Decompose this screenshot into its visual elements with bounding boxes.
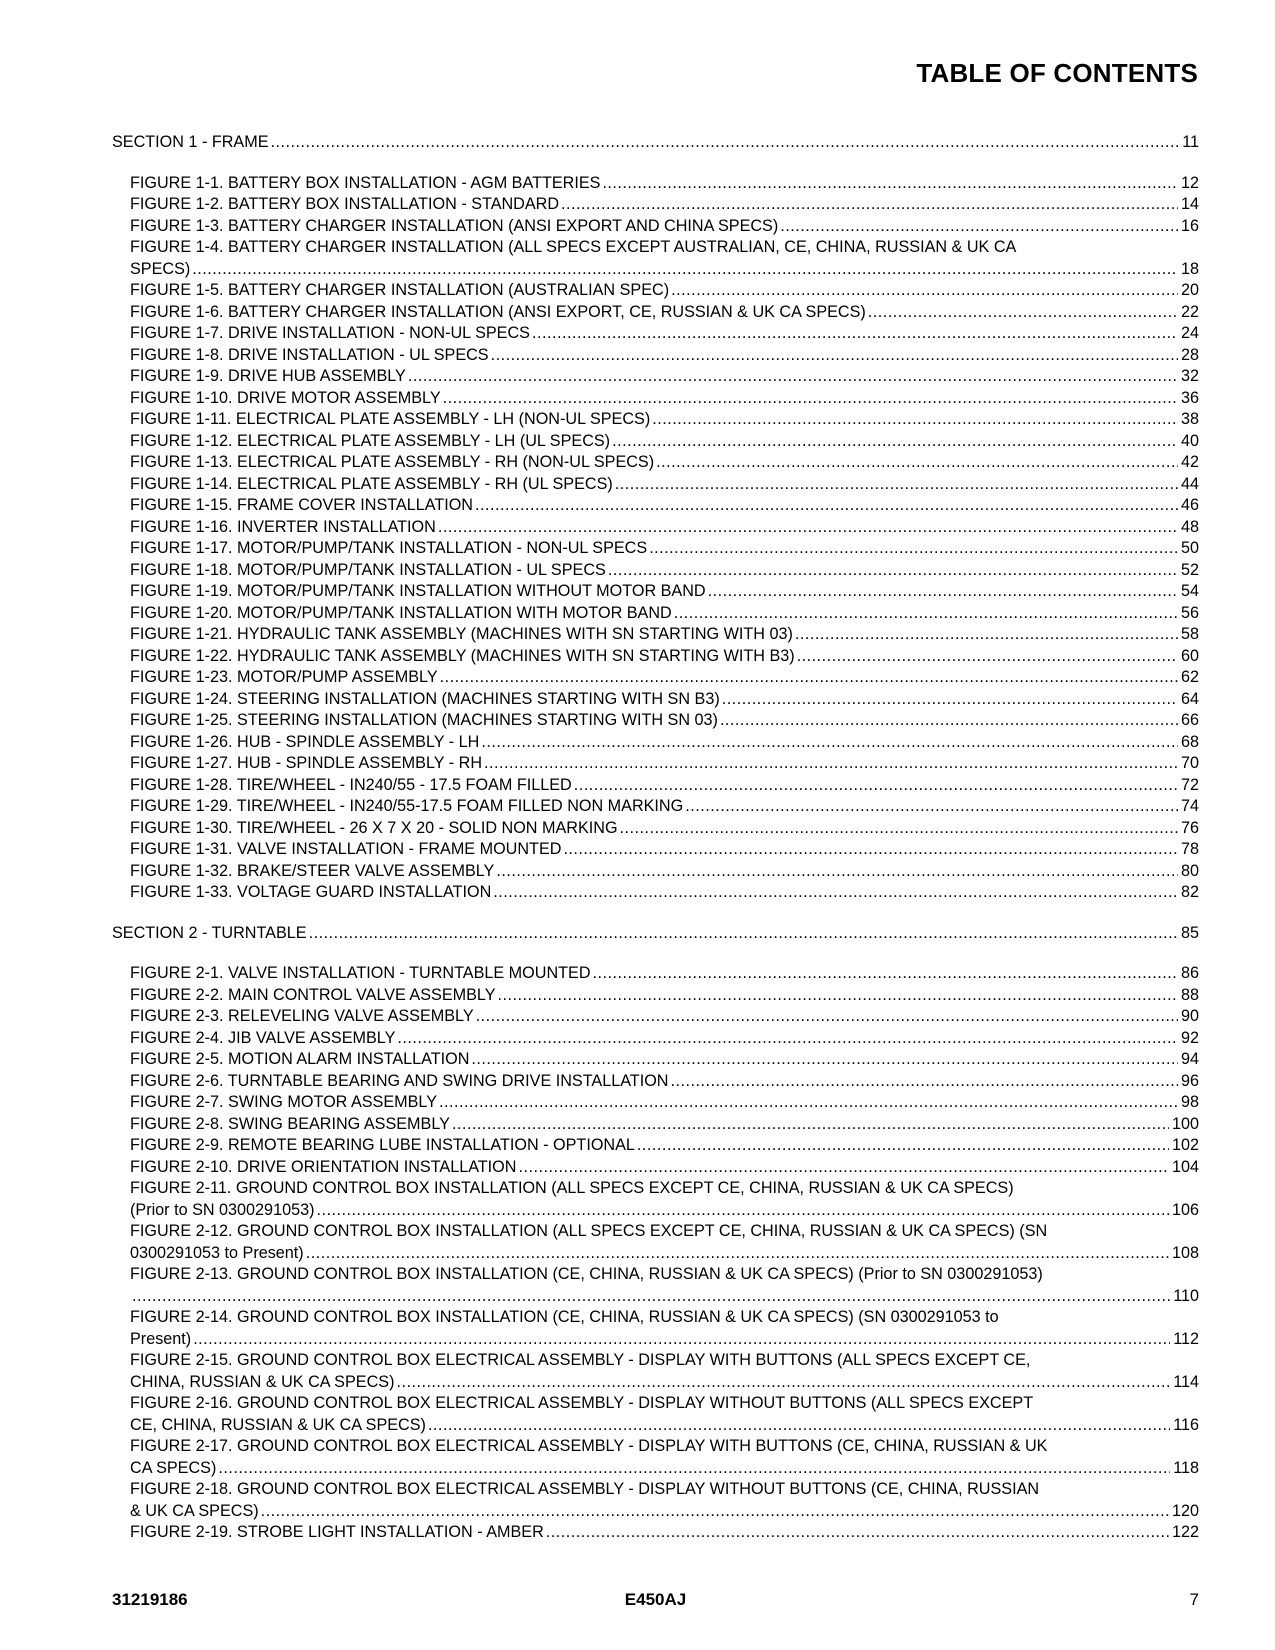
figure-title-line: FIGURE 1-3. BATTERY CHARGER INSTALLATION (ANSI EXPORT AND CHINA SPECS) bbox=[130, 216, 779, 235]
dot-leader bbox=[491, 345, 1178, 367]
figure-title-line: FIGURE 2-1. VALVE INSTALLATION - TURNTABLE MOUNTED bbox=[130, 964, 591, 982]
dot-leader bbox=[261, 1501, 1169, 1523]
dot-leader bbox=[438, 517, 1178, 539]
figure-page-number: 56 bbox=[1180, 603, 1199, 622]
toc-figure-entry[interactable] bbox=[130, 1221, 1199, 1264]
figure-page-number: 104 bbox=[1171, 1157, 1199, 1176]
toc-figure-entry[interactable] bbox=[130, 345, 1199, 367]
figure-page-number: 66 bbox=[1180, 711, 1199, 729]
dot-leader bbox=[218, 1458, 1170, 1480]
figure-page-number: 42 bbox=[1180, 453, 1199, 471]
toc-figure-entry[interactable] bbox=[130, 1522, 1199, 1544]
figure-page-number: 62 bbox=[1180, 668, 1199, 686]
toc-figure-entry[interactable] bbox=[130, 388, 1199, 410]
figure-title-line: FIGURE 2-5. MOTION ALARM INSTALLATION bbox=[130, 1050, 470, 1068]
dot-leader bbox=[271, 132, 1180, 154]
toc-figure-entry[interactable] bbox=[130, 431, 1199, 453]
toc-figure-entry[interactable] bbox=[130, 732, 1199, 754]
page-title: TABLE OF CONTENTS bbox=[916, 58, 1198, 88]
figure-page-number: 102 bbox=[1171, 1136, 1199, 1154]
figure-title-line: 0300291053 to Present) bbox=[130, 1243, 304, 1262]
figure-title-line: FIGURE 1-8. DRIVE INSTALLATION - UL SPECS bbox=[130, 345, 489, 364]
figure-title-line: FIGURE 2-4. JIB VALVE ASSEMBLY bbox=[130, 1028, 396, 1047]
toc-figure-entry[interactable] bbox=[130, 603, 1199, 625]
figure-list bbox=[112, 173, 1199, 904]
figure-page-number: 112 bbox=[1173, 1329, 1199, 1348]
dot-leader bbox=[722, 689, 1178, 711]
dot-leader bbox=[475, 495, 1178, 517]
figure-page-number: 40 bbox=[1180, 431, 1199, 450]
toc-figure-entry[interactable] bbox=[130, 818, 1199, 840]
figure-title-line: FIGURE 1-30. TIRE/WHEEL - 26 X 7 X 20 - SOLID NON MARKING bbox=[130, 818, 618, 837]
toc-figure-entry[interactable] bbox=[130, 1393, 1199, 1436]
dot-leader bbox=[795, 624, 1178, 646]
footer-model: E450AJ bbox=[624, 1590, 687, 1609]
toc-figure-entry[interactable] bbox=[130, 775, 1199, 797]
figure-page-number: 58 bbox=[1180, 625, 1199, 643]
dot-leader bbox=[452, 1114, 1169, 1136]
footer-page-number: 7 bbox=[1189, 1590, 1199, 1609]
figure-title-line: FIGURE 1-29. TIRE/WHEEL - IN240/55-17.5 FOAM FILLED NON MARKING bbox=[130, 797, 684, 815]
toc-figure-entry[interactable] bbox=[130, 1049, 1199, 1071]
figure-title-line: CE, CHINA, RUSSIAN & UK CA SPECS) bbox=[130, 1415, 426, 1434]
figure-title-line: FIGURE 1-6. BATTERY CHARGER INSTALLATION (ANSI EXPORT, CE, RUSSIAN & UK CA SPECS) bbox=[130, 302, 866, 321]
dot-leader bbox=[685, 796, 1178, 818]
dot-leader bbox=[443, 388, 1178, 410]
dot-leader bbox=[868, 302, 1178, 324]
figure-title-line: FIGURE 1-23. MOTOR/PUMP ASSEMBLY bbox=[130, 668, 438, 686]
toc-figure-entry[interactable] bbox=[130, 560, 1199, 582]
toc-figure-entry[interactable] bbox=[130, 452, 1199, 474]
toc-figure-entry[interactable] bbox=[130, 1350, 1199, 1393]
toc-figure-entry[interactable] bbox=[130, 474, 1199, 496]
figure-page-number: 108 bbox=[1171, 1243, 1199, 1262]
figure-title-line: FIGURE 1-31. VALVE INSTALLATION - FRAME MOUNTED bbox=[130, 840, 562, 858]
figure-page-number: 110 bbox=[1173, 1286, 1199, 1305]
dot-leader bbox=[396, 1372, 1170, 1394]
figure-title-line: FIGURE 2-7. SWING MOTOR ASSEMBLY bbox=[130, 1093, 438, 1111]
toc-section[interactable] bbox=[112, 132, 1199, 154]
dot-leader bbox=[671, 280, 1178, 302]
figure-title-line: FIGURE 1-22. HYDRAULIC TANK ASSEMBLY (MACHINES WITH SN STARTING WITH B3) bbox=[130, 646, 795, 665]
dot-leader bbox=[439, 1092, 1178, 1114]
figure-page-number: 72 bbox=[1180, 775, 1199, 794]
figure-page-number: 78 bbox=[1180, 840, 1199, 858]
footer-doc-number: 31219186 bbox=[112, 1590, 188, 1609]
dot-leader bbox=[428, 1415, 1170, 1437]
figure-title-line: FIGURE 1-9. DRIVE HUB ASSEMBLY bbox=[130, 367, 406, 385]
figure-page-number: 46 bbox=[1180, 496, 1199, 514]
figure-page-number: 18 bbox=[1180, 259, 1199, 278]
figure-title-line: FIGURE 1-15. FRAME COVER INSTALLATION bbox=[130, 496, 473, 514]
figure-title-line: FIGURE 2-3. RELEVELING VALVE ASSEMBLY bbox=[130, 1007, 474, 1025]
figure-title-line: FIGURE 2-6. TURNTABLE BEARING AND SWING DRIVE INSTALLATION bbox=[130, 1071, 669, 1090]
figure-title-line: FIGURE 1-4. BATTERY CHARGER INSTALLATION (ALL SPECS EXCEPT AUSTRALIAN, CE, CHINA, RUSSIAN & UK CA bbox=[130, 238, 1017, 256]
dot-leader bbox=[484, 753, 1178, 775]
figure-page-number: 44 bbox=[1180, 474, 1199, 493]
figure-page-number: 116 bbox=[1173, 1415, 1199, 1434]
figure-title-line: FIGURE 2-12. GROUND CONTROL BOX INSTALLATION (ALL SPECS EXCEPT CE, CHINA, RUSSIAN & UK CA SPECS) (SN bbox=[130, 1222, 1048, 1240]
toc-figure-entry[interactable] bbox=[130, 517, 1199, 539]
toc-figure-entry[interactable] bbox=[130, 194, 1199, 216]
figure-page-number: 22 bbox=[1180, 302, 1199, 321]
figure-page-number: 20 bbox=[1180, 281, 1199, 299]
dot-leader bbox=[649, 538, 1178, 560]
figure-title-line: FIGURE 1-13. ELECTRICAL PLATE ASSEMBLY - RH (NON-UL SPECS) bbox=[130, 453, 655, 471]
figure-title-line: FIGURE 1-20. MOTOR/PUMP/TANK INSTALLATION WITH MOTOR BAND bbox=[130, 603, 672, 622]
toc-figure-entry[interactable] bbox=[130, 366, 1199, 388]
figure-page-number: 122 bbox=[1171, 1523, 1199, 1541]
figure-page-number: 76 bbox=[1180, 818, 1199, 837]
dot-leader bbox=[496, 861, 1178, 883]
dot-leader bbox=[708, 581, 1178, 603]
figure-title-line: FIGURE 1-18. MOTOR/PUMP/TANK INSTALLATION - UL SPECS bbox=[130, 560, 606, 579]
toc-figure-entry[interactable] bbox=[130, 963, 1199, 985]
dot-leader bbox=[620, 818, 1178, 840]
figure-title-line: FIGURE 1-5. BATTERY CHARGER INSTALLATION (AUSTRALIAN SPEC) bbox=[130, 281, 670, 299]
figure-list bbox=[112, 963, 1199, 1544]
toc-figure-entry[interactable] bbox=[130, 1114, 1199, 1136]
figure-title-line: FIGURE 1-17. MOTOR/PUMP/TANK INSTALLATION - NON-UL SPECS bbox=[130, 539, 648, 557]
dot-leader bbox=[593, 963, 1178, 985]
dot-leader bbox=[637, 1135, 1169, 1157]
figure-title-line: FIGURE 1-19. MOTOR/PUMP/TANK INSTALLATION WITHOUT MOTOR BAND bbox=[130, 582, 706, 600]
dot-leader bbox=[309, 923, 1178, 945]
figure-page-number: 32 bbox=[1180, 367, 1199, 385]
figure-title-line: FIGURE 2-14. GROUND CONTROL BOX INSTALLATION (CE, CHINA, RUSSIAN & UK CA SPECS) (SN 0300291053 to bbox=[130, 1308, 999, 1326]
dot-leader bbox=[652, 409, 1178, 431]
toc-figure-entry[interactable] bbox=[130, 538, 1199, 560]
figure-page-number: 106 bbox=[1171, 1200, 1199, 1219]
figure-page-number: 82 bbox=[1180, 883, 1199, 901]
dot-leader bbox=[546, 1522, 1169, 1544]
toc-figure-entry[interactable] bbox=[130, 1178, 1199, 1221]
figure-title-line: FIGURE 1-16. INVERTER INSTALLATION bbox=[130, 517, 436, 536]
figure-title-line: FIGURE 1-10. DRIVE MOTOR ASSEMBLY bbox=[130, 388, 441, 407]
figure-title-line: FIGURE 1-26. HUB - SPINDLE ASSEMBLY - LH bbox=[130, 732, 480, 751]
toc-figure-entry[interactable] bbox=[130, 667, 1199, 689]
toc-figure-entry[interactable] bbox=[130, 1028, 1199, 1050]
section-page-number: 85 bbox=[1180, 923, 1199, 942]
figure-title-line: FIGURE 1-28. TIRE/WHEEL - IN240/55 - 17.5 FOAM FILLED bbox=[130, 775, 572, 794]
figure-page-number: 70 bbox=[1180, 754, 1199, 772]
figure-title-line: FIGURE 1-7. DRIVE INSTALLATION - NON-UL SPECS bbox=[130, 324, 530, 342]
dot-leader bbox=[608, 560, 1178, 582]
toc-figure-entry[interactable] bbox=[130, 710, 1199, 732]
toc-figure-entry[interactable] bbox=[130, 1479, 1199, 1522]
toc-figure-entry[interactable] bbox=[130, 882, 1199, 904]
figure-page-number: 118 bbox=[1173, 1458, 1199, 1477]
toc-figure-entry[interactable] bbox=[130, 985, 1199, 1007]
figure-title-line: & UK CA SPECS) bbox=[130, 1501, 259, 1520]
dot-leader bbox=[518, 1157, 1169, 1179]
toc-figure-entry[interactable] bbox=[130, 216, 1199, 238]
toc-figure-entry[interactable] bbox=[130, 839, 1199, 861]
toc-figure-entry[interactable] bbox=[130, 1307, 1199, 1350]
figure-title-line: FIGURE 2-19. STROBE LIGHT INSTALLATION - AMBER bbox=[130, 1523, 544, 1541]
figure-title-line: FIGURE 2-18. GROUND CONTROL BOX ELECTRICAL ASSEMBLY - DISPLAY WITHOUT BUTTONS (CE, CHINA, RUSSIAN bbox=[130, 1480, 1040, 1498]
figure-page-number: 48 bbox=[1180, 517, 1199, 536]
dot-leader bbox=[476, 1006, 1178, 1028]
figure-title-line: FIGURE 1-32. BRAKE/STEER VALVE ASSEMBLY bbox=[130, 861, 495, 880]
dot-leader bbox=[780, 216, 1178, 238]
dot-leader bbox=[132, 1286, 1170, 1308]
figure-title-line: FIGURE 2-2. MAIN CONTROL VALVE ASSEMBLY bbox=[130, 985, 496, 1004]
figure-title-line: (Prior to SN 0300291053) bbox=[130, 1200, 315, 1219]
toc-figure-entry[interactable] bbox=[130, 1135, 1199, 1157]
figure-page-number: 12 bbox=[1180, 173, 1199, 192]
figure-page-number: 100 bbox=[1171, 1114, 1199, 1133]
figure-page-number: 98 bbox=[1180, 1093, 1199, 1111]
toc-figure-entry[interactable] bbox=[130, 861, 1199, 883]
figure-page-number: 54 bbox=[1180, 582, 1199, 600]
toc-figure-entry[interactable] bbox=[130, 1071, 1199, 1093]
figure-title-line: FIGURE 1-12. ELECTRICAL PLATE ASSEMBLY - LH (UL SPECS) bbox=[130, 431, 611, 450]
dot-leader bbox=[440, 667, 1178, 689]
figure-page-number: 96 bbox=[1180, 1071, 1199, 1090]
figure-title-line: FIGURE 1-1. BATTERY BOX INSTALLATION - AGM BATTERIES bbox=[130, 173, 601, 192]
dot-leader bbox=[471, 1049, 1178, 1071]
figure-title-line: FIGURE 1-21. HYDRAULIC TANK ASSEMBLY (MACHINES WITH SN STARTING WITH 03) bbox=[130, 625, 793, 643]
toc-figure-entry[interactable] bbox=[130, 1157, 1199, 1179]
figure-title-line: FIGURE 2-15. GROUND CONTROL BOX ELECTRICAL ASSEMBLY - DISPLAY WITH BUTTONS (ALL SPECS EXCEPT CE, bbox=[130, 1351, 1031, 1369]
figure-page-number: 90 bbox=[1180, 1007, 1199, 1025]
figure-title-line: FIGURE 2-17. GROUND CONTROL BOX ELECTRICAL ASSEMBLY - DISPLAY WITH BUTTONS (CE, CHINA, RUSSIAN & UK bbox=[130, 1437, 1048, 1455]
figure-title-line: FIGURE 2-13. GROUND CONTROL BOX INSTALLATION (CE, CHINA, RUSSIAN & UK CA SPECS) (Prior to SN 0300291053) bbox=[130, 1265, 1043, 1283]
figure-title-line: FIGURE 2-8. SWING BEARING ASSEMBLY bbox=[130, 1114, 450, 1133]
dot-leader bbox=[615, 474, 1178, 496]
dot-leader bbox=[408, 366, 1178, 388]
figure-page-number: 74 bbox=[1180, 797, 1199, 815]
figure-page-number: 68 bbox=[1180, 732, 1199, 751]
toc-figure-entry[interactable] bbox=[130, 1006, 1199, 1028]
figure-title-line: FIGURE 1-27. HUB - SPINDLE ASSEMBLY - RH bbox=[130, 754, 483, 772]
dot-leader bbox=[602, 173, 1178, 195]
toc-figure-entry[interactable] bbox=[130, 280, 1199, 302]
toc-figure-entry[interactable] bbox=[130, 409, 1199, 431]
figure-page-number: 50 bbox=[1180, 539, 1199, 557]
dot-leader bbox=[498, 985, 1178, 1007]
figure-title-line: CHINA, RUSSIAN & UK CA SPECS) bbox=[130, 1372, 395, 1391]
toc-figure-entry[interactable] bbox=[130, 796, 1199, 818]
dot-leader bbox=[316, 1200, 1169, 1222]
toc-section[interactable] bbox=[112, 923, 1199, 945]
figure-page-number: 94 bbox=[1180, 1050, 1199, 1068]
dot-leader bbox=[656, 452, 1178, 474]
toc-figure-entry[interactable] bbox=[130, 302, 1199, 324]
figure-page-number: 38 bbox=[1180, 410, 1199, 428]
figure-title-line: FIGURE 2-9. REMOTE BEARING LUBE INSTALLATION - OPTIONAL bbox=[130, 1136, 635, 1154]
figure-page-number: 114 bbox=[1173, 1372, 1199, 1391]
dot-leader bbox=[574, 775, 1178, 797]
toc-figure-entry[interactable] bbox=[130, 1092, 1199, 1114]
figure-page-number: 60 bbox=[1180, 646, 1199, 665]
figure-page-number: 52 bbox=[1180, 560, 1199, 579]
figure-page-number: 24 bbox=[1180, 324, 1199, 342]
dot-leader bbox=[192, 259, 1178, 281]
toc-figure-entry[interactable] bbox=[130, 624, 1199, 646]
figure-page-number: 88 bbox=[1180, 985, 1199, 1004]
dot-leader bbox=[670, 1071, 1178, 1093]
figure-title-line: FIGURE 1-25. STEERING INSTALLATION (MACHINES STARTING WITH SN 03) bbox=[130, 711, 718, 729]
figure-page-number: 28 bbox=[1180, 345, 1199, 364]
toc-figure-entry[interactable] bbox=[130, 581, 1199, 603]
figure-title-line: FIGURE 1-24. STEERING INSTALLATION (MACHINES STARTING WITH SN B3) bbox=[130, 689, 720, 708]
toc-figure-entry[interactable] bbox=[130, 1436, 1199, 1479]
figure-title-line: FIGURE 1-11. ELECTRICAL PLATE ASSEMBLY - LH (NON-UL SPECS) bbox=[130, 410, 651, 428]
toc-figure-entry[interactable] bbox=[130, 753, 1199, 775]
figure-page-number: 80 bbox=[1180, 861, 1199, 880]
dot-leader bbox=[720, 710, 1178, 732]
figure-title-line: Present) bbox=[130, 1329, 192, 1348]
dot-leader bbox=[532, 323, 1178, 345]
figure-title-line: CA SPECS) bbox=[130, 1458, 217, 1477]
toc-figure-entry[interactable] bbox=[130, 323, 1199, 345]
toc-figure-entry[interactable] bbox=[130, 495, 1199, 517]
figure-title-line: FIGURE 1-2. BATTERY BOX INSTALLATION - STANDARD bbox=[130, 195, 560, 213]
figure-page-number: 16 bbox=[1180, 216, 1199, 235]
figure-page-number: 14 bbox=[1180, 195, 1199, 213]
dot-leader bbox=[612, 431, 1178, 453]
section-title: SECTION 1 - FRAME bbox=[112, 133, 269, 151]
table-of-contents bbox=[112, 132, 1199, 1544]
figure-title-line: FIGURE 2-11. GROUND CONTROL BOX INSTALLATION (ALL SPECS EXCEPT CE, CHINA, RUSSIAN & UK CA SPECS) bbox=[130, 1179, 1014, 1197]
figure-page-number: 86 bbox=[1180, 964, 1199, 982]
figure-page-number: 36 bbox=[1180, 388, 1199, 407]
toc-figure-entry[interactable] bbox=[130, 1264, 1199, 1307]
dot-leader bbox=[193, 1329, 1170, 1351]
dot-leader bbox=[481, 732, 1178, 754]
toc-figure-entry[interactable] bbox=[130, 237, 1199, 280]
section-page-number: 11 bbox=[1182, 133, 1199, 151]
dot-leader bbox=[561, 194, 1178, 216]
dot-leader bbox=[674, 603, 1178, 625]
dot-leader bbox=[397, 1028, 1178, 1050]
dot-leader bbox=[563, 839, 1178, 861]
dot-leader bbox=[306, 1243, 1169, 1265]
figure-page-number: 120 bbox=[1171, 1501, 1199, 1520]
figure-title-line: FIGURE 2-10. DRIVE ORIENTATION INSTALLATION bbox=[130, 1157, 517, 1176]
section-title: SECTION 2 - TURNTABLE bbox=[112, 923, 307, 942]
toc-figure-entry[interactable] bbox=[130, 173, 1199, 195]
figure-page-number: 92 bbox=[1180, 1028, 1199, 1047]
toc-figure-entry[interactable] bbox=[130, 689, 1199, 711]
toc-figure-entry[interactable] bbox=[130, 646, 1199, 668]
figure-page-number: 64 bbox=[1180, 689, 1199, 708]
dot-leader bbox=[493, 882, 1178, 904]
dot-leader bbox=[797, 646, 1178, 668]
figure-title-line: SPECS) bbox=[130, 259, 191, 278]
figure-title-line: FIGURE 1-14. ELECTRICAL PLATE ASSEMBLY - RH (UL SPECS) bbox=[130, 474, 613, 493]
figure-title-line: FIGURE 2-16. GROUND CONTROL BOX ELECTRICAL ASSEMBLY - DISPLAY WITHOUT BUTTONS (ALL SPECS EXCEPT bbox=[130, 1394, 1034, 1412]
figure-title-line: FIGURE 1-33. VOLTAGE GUARD INSTALLATION bbox=[130, 883, 492, 901]
